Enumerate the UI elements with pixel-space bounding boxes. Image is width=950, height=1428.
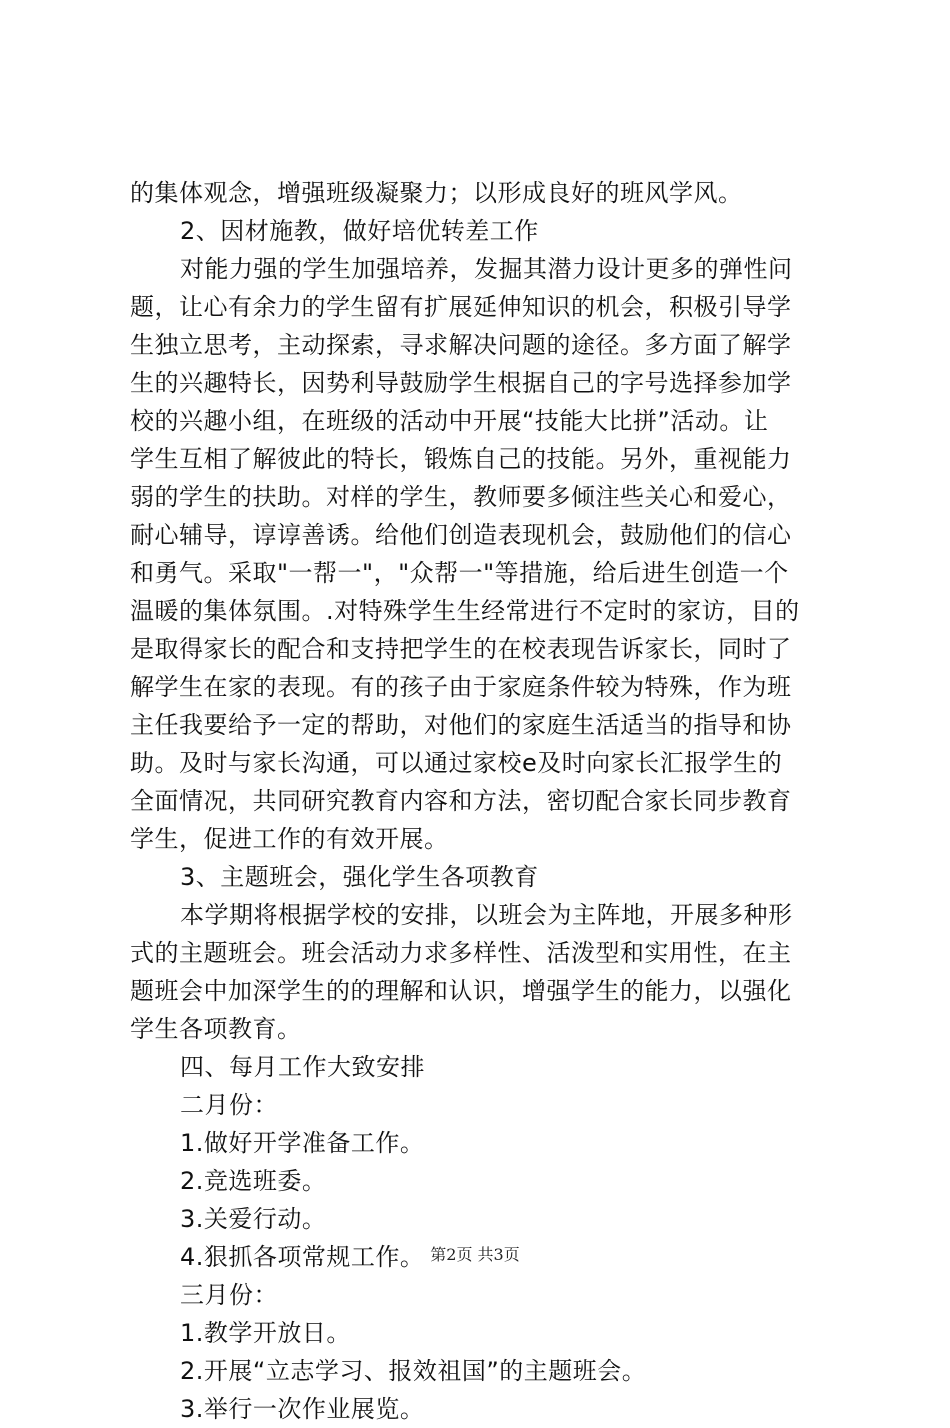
text-line: 2、因材施教，做好培优转差工作 <box>180 217 539 245</box>
text-line: 学生各项教育。 <box>130 1015 302 1043</box>
text-line: 弱的学生的扶助。对样的学生，教师要多倾注些关心和爱心， <box>130 483 792 511</box>
text-line: 题，让心有余力的学生留有扩展延伸知识的机会，积极引导学 <box>130 293 792 321</box>
text-line: 3.举行一次作业展览。 <box>180 1395 425 1423</box>
text-line: 温暖的集体氛围。.对特殊学生生经常进行不定时的家访，目的 <box>130 597 800 625</box>
text-line: 助。及时与家长沟通，可以通过家校e及时向家长汇报学生的 <box>130 749 783 777</box>
text-line: 2.竞选班委。 <box>180 1167 327 1195</box>
text-line: 对能力强的学生加强培养，发掘其潜力设计更多的弹性问 <box>180 255 793 283</box>
text-line: 二月份： <box>180 1091 278 1119</box>
text-line: 全面情况，共同研究教育内容和方法，密切配合家长同步教育 <box>130 787 792 815</box>
text-line: 3.关爱行动。 <box>180 1205 327 1233</box>
text-line: 本学期将根据学校的安排，以班会为主阵地，开展多种形 <box>180 901 793 929</box>
text-line: 2.开展“立志学习、报效祖国”的主题班会。 <box>180 1357 647 1385</box>
text-line: 主任我要给予一定的帮助，对他们的家庭生活适当的指导和协 <box>130 711 792 739</box>
text-line: 和勇气。采取"一帮一"，"众帮一"等措施，给后进生创造一个 <box>130 559 789 587</box>
text-line: 学生，促进工作的有效开展。 <box>130 825 449 853</box>
text-line: 是取得家长的配合和支持把学生的在校表现告诉家长，同时了 <box>130 635 792 663</box>
text-line: 式的主题班会。班会活动力求多样性、活泼型和实用性，在主 <box>130 939 792 967</box>
text-line: 校的兴趣小组，在班级的活动中开展“技能大比拼”活动。让 <box>130 407 769 435</box>
text-line: 1.做好开学准备工作。 <box>180 1129 425 1157</box>
text-line: 生独立思考，主动探索，寻求解决问题的途径。多方面了解学 <box>130 331 792 359</box>
text-line: 题班会中加深学生的的理解和认识，增强学生的能力，以强化 <box>130 977 792 1005</box>
text-line: 生的兴趣特长，因势利导鼓励学生根据自己的字号选择参加学 <box>130 369 792 397</box>
text-line: 3、主题班会，强化学生各项教育 <box>180 863 539 891</box>
page-number-label: 第2页 共3页 <box>430 1245 520 1264</box>
text-line: 1.教学开放日。 <box>180 1319 351 1347</box>
page-footer <box>0 1244 950 1266</box>
text-line: 4.狠抓各项常规工作。 <box>180 1243 425 1271</box>
document-body <box>130 174 830 1428</box>
text-line: 学生互相了解彼此的特长，锻炼自己的技能。另外，重视能力 <box>130 445 792 473</box>
text-line: 耐心辅导，谆谆善诱。给他们创造表现机会，鼓励他们的信心 <box>130 521 792 549</box>
text-line: 四、每月工作大致安排 <box>180 1053 425 1081</box>
text-line: 解学生在家的表现。有的孩子由于家庭条件较为特殊，作为班 <box>130 673 792 701</box>
text-line: 的集体观念，增强班级凝聚力；以形成良好的班风学风。 <box>130 179 743 207</box>
text-line: 三月份： <box>180 1281 278 1309</box>
